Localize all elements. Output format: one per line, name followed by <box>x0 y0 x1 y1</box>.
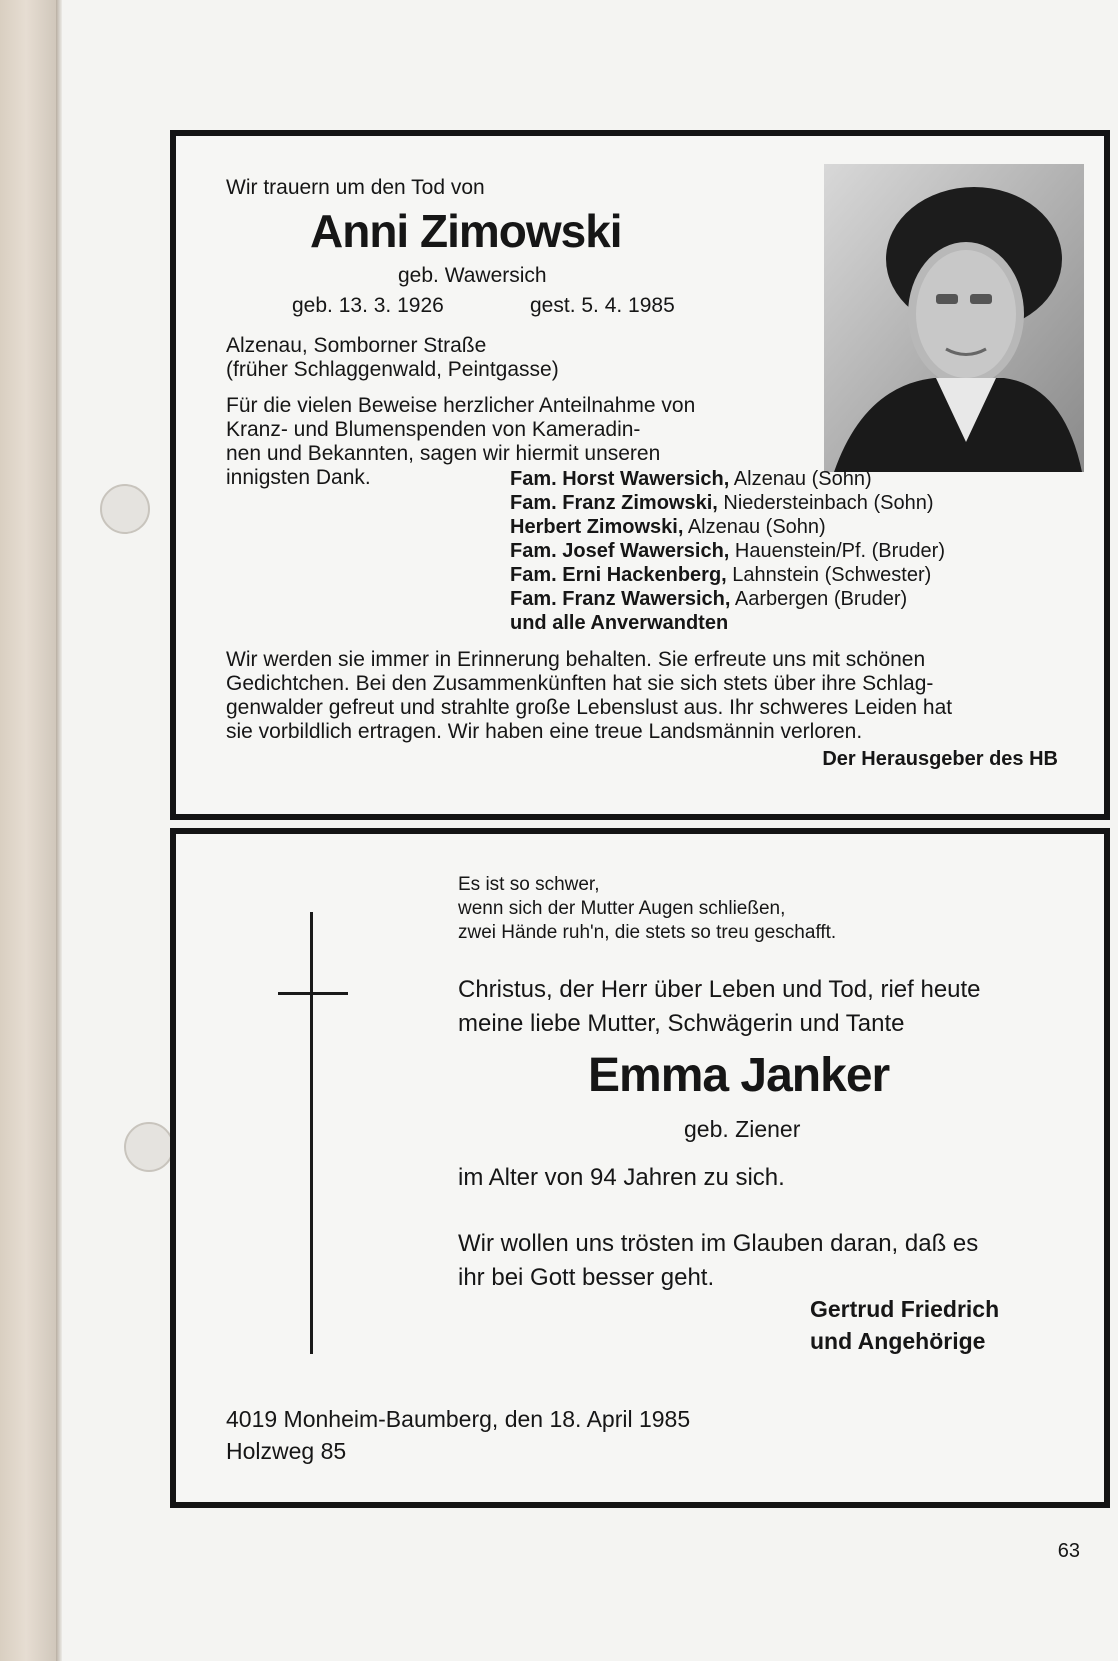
verse-line: Es ist so schwer, <box>458 874 600 895</box>
family-member: Herbert Zimowski, Alzenau (Sohn) <box>510 516 826 538</box>
street-line: Holzweg 85 <box>226 1438 347 1464</box>
family-member: Fam. Horst Wawersich, Alzenau (Sohn) <box>510 468 872 490</box>
family-member: Fam. Josef Wawersich, Hauenstein/Pf. (Bruder) <box>510 540 945 562</box>
family-member: Fam. Erni Hackenberg, Lahnstein (Schwester) <box>510 564 932 586</box>
thanks-line: Für die vielen Beweise herzlicher Anteilnahme von <box>226 394 696 417</box>
maiden-name: geb. Wawersich <box>398 264 547 287</box>
thanks-line: innigsten Dank. <box>226 466 371 489</box>
comfort-line: ihr bei Gott besser geht. <box>458 1264 715 1291</box>
tribute-line: Gedichtchen. Bei den Zusammenkünften hat sie sich stets über ihre Schlag- <box>226 672 934 695</box>
deceased-name: Emma Janker <box>588 1049 890 1102</box>
page-number: 63 <box>1057 1540 1080 1562</box>
announcement-line: meine liebe Mutter, Schwägerin und Tante <box>458 1010 905 1037</box>
page-edge <box>56 0 62 1661</box>
thanks-line: nen und Bekannten, sagen wir hiermit unseren <box>226 442 661 465</box>
portrait-image <box>824 164 1084 472</box>
death-date: gest. 5. 4. 1985 <box>530 294 675 317</box>
cross-symbol <box>310 912 313 1354</box>
obituary-anni-zimowski <box>170 130 1110 820</box>
obituary-emma-janker <box>170 828 1110 1508</box>
family-member: Fam. Franz Wawersich, Aarbergen (Bruder) <box>510 588 908 610</box>
thanks-line: Kranz- und Blumenspenden von Kameradin- <box>226 418 641 441</box>
cross-bar <box>278 992 348 995</box>
deceased-name: Anni Zimowski <box>310 205 622 257</box>
comfort-line: Wir wollen uns trösten im Glauben daran, daß es <box>458 1230 979 1257</box>
announcement-line: Christus, der Herr über Leben und Tod, rief heute <box>458 976 981 1003</box>
book-spine <box>0 0 58 1661</box>
birth-date: geb. 13. 3. 1926 <box>292 294 444 317</box>
tribute-line: sie vorbildlich ertragen. Wir haben eine treue Landsmännin verloren. <box>226 720 863 743</box>
punch-hole-bottom <box>124 1122 174 1172</box>
signature-name: Gertrud Friedrich <box>810 1296 1000 1322</box>
address-line: Alzenau, Somborner Straße <box>226 334 487 357</box>
family-member: und alle Anverwandten <box>510 612 729 634</box>
punch-hole-top <box>100 484 150 534</box>
signature-relatives: und Angehörige <box>810 1328 986 1354</box>
former-address-line: (früher Schlaggenwald, Peintgasse) <box>226 358 559 381</box>
tribute-line: Wir werden sie immer in Erinnerung behalten. Sie erfreute uns mit schönen <box>226 648 926 671</box>
publisher-signature: Der Herausgeber des HB <box>822 748 1058 770</box>
portrait-photo <box>824 164 1084 472</box>
verse-line: zwei Hände ruh'n, die stets so treu geschafft. <box>458 922 837 943</box>
tribute-line: genwalder gefreut und strahlte große Lebenslust aus. Ihr schweres Leiden hat <box>226 696 953 719</box>
intro-text: Wir trauern um den Tod von <box>226 176 485 199</box>
verse-line: wenn sich der Mutter Augen schließen, <box>458 898 786 919</box>
maiden-name: geb. Ziener <box>684 1116 801 1142</box>
family-member: Fam. Franz Zimowski, Niedersteinbach (Sohn) <box>510 492 934 514</box>
age-line: im Alter von 94 Jahren zu sich. <box>458 1164 785 1191</box>
address-line: 4019 Monheim-Baumberg, den 18. April 1985 <box>226 1406 691 1432</box>
